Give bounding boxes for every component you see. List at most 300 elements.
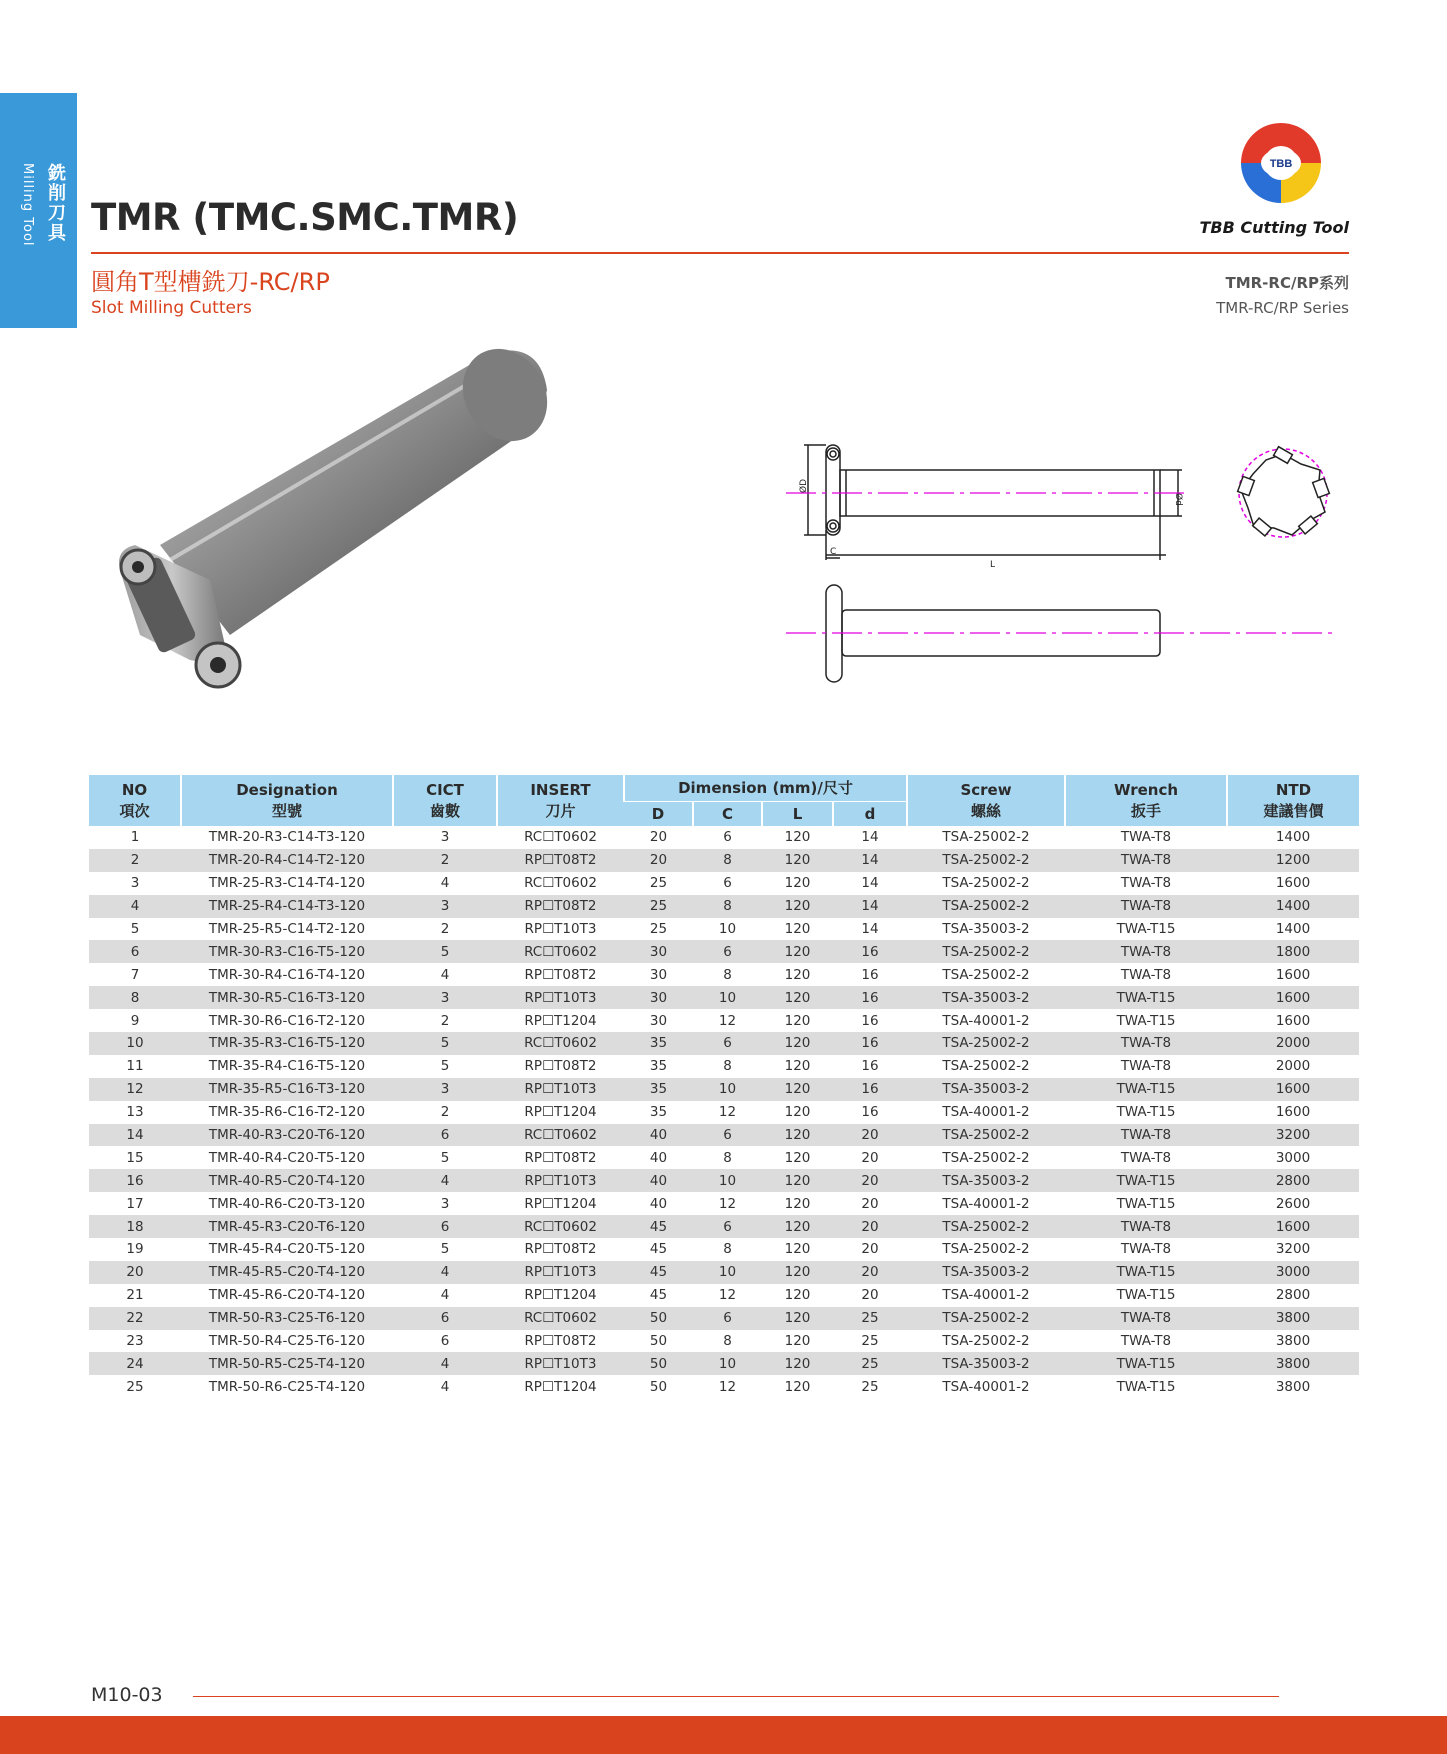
cell-dim-d: 16 bbox=[833, 1078, 907, 1101]
header-screw-zh: 螺絲 bbox=[970, 801, 1001, 820]
header-insert: INSERT bbox=[530, 780, 591, 799]
cell-designation: TMR-50-R6-C25-T4-120 bbox=[208, 1378, 366, 1395]
cell-dim-C: 12 bbox=[718, 1378, 737, 1395]
cell-no: 25 bbox=[126, 1378, 144, 1395]
cell-designation: TMR-40-R5-C20-T4-120 bbox=[181, 1169, 393, 1192]
cell-wrench: TWA-T8 bbox=[1120, 1241, 1172, 1258]
table-row bbox=[89, 1307, 1359, 1330]
cell-cict: 4 bbox=[440, 966, 450, 983]
cell-cict: 2 bbox=[440, 1104, 450, 1121]
cell-ntd: 1400 bbox=[1227, 895, 1359, 918]
cell-cict: 3 bbox=[393, 986, 497, 1009]
cell-dim-D: 30 bbox=[649, 1012, 668, 1029]
cell-screw: TSA-25002-2 bbox=[942, 966, 1030, 983]
cell-screw: TSA-40001-2 bbox=[942, 1104, 1030, 1121]
cell-insert: RP☐T08T2 bbox=[497, 849, 624, 872]
cell-ntd: 1600 bbox=[1275, 875, 1311, 892]
cell-dim-d: 16 bbox=[861, 966, 879, 983]
cell-dim-L: 120 bbox=[784, 1333, 811, 1350]
cell-dim-d: 20 bbox=[861, 1241, 879, 1258]
cell-dim-L: 120 bbox=[762, 1124, 833, 1147]
cell-insert: RC☐T0602 bbox=[497, 1032, 624, 1055]
cell-wrench: TWA-T8 bbox=[1065, 1124, 1227, 1147]
cell-no: 23 bbox=[126, 1333, 144, 1350]
label-shank-diameter: Ød bbox=[1173, 493, 1183, 506]
table-row bbox=[89, 895, 1359, 918]
cell-dim-C: 12 bbox=[718, 1104, 737, 1121]
cell-ntd: 3200 bbox=[1275, 1241, 1311, 1258]
side-tab-label-en: Milling Tool bbox=[20, 163, 35, 247]
cell-screw: TSA-35003-2 bbox=[907, 1261, 1065, 1284]
cell-insert: RP☐T08T2 bbox=[524, 966, 597, 983]
cell-no: 18 bbox=[89, 1215, 181, 1238]
table-row bbox=[89, 1009, 1359, 1032]
cell-insert: RC☐T0602 bbox=[524, 875, 597, 892]
cell-designation: TMR-35-R3-C16-T5-120 bbox=[181, 1032, 393, 1055]
cell-dim-D: 50 bbox=[624, 1352, 693, 1375]
cell-designation: TMR-45-R5-C20-T4-120 bbox=[181, 1261, 393, 1284]
cell-insert: RC☐T0602 bbox=[497, 1307, 624, 1330]
cell-wrench: TWA-T8 bbox=[1065, 849, 1227, 872]
cell-no: 24 bbox=[89, 1352, 181, 1375]
cell-dim-D: 25 bbox=[624, 895, 693, 918]
table-row bbox=[89, 849, 1359, 872]
cell-dim-C: 12 bbox=[718, 1195, 737, 1212]
col-header-designation bbox=[181, 775, 393, 826]
cell-dim-d: 14 bbox=[861, 875, 879, 892]
cell-screw: TSA-25002-2 bbox=[942, 1241, 1030, 1258]
cell-wrench: TWA-T15 bbox=[1065, 986, 1227, 1009]
cell-dim-C: 10 bbox=[693, 1169, 762, 1192]
cell-no: 14 bbox=[89, 1124, 181, 1147]
table-row bbox=[89, 1330, 1359, 1353]
cell-wrench: TWA-T8 bbox=[1065, 895, 1227, 918]
page-title: TMR (TMC.SMC.TMR) bbox=[91, 196, 519, 239]
cell-cict: 3 bbox=[393, 1078, 497, 1101]
table-row bbox=[89, 1032, 1359, 1055]
table-row bbox=[89, 1215, 1359, 1238]
cell-wrench: TWA-T15 bbox=[1065, 1352, 1227, 1375]
cell-no: 1 bbox=[130, 829, 140, 846]
cell-insert: RP☐T10T3 bbox=[497, 1352, 624, 1375]
cell-dim-d: 14 bbox=[861, 829, 879, 846]
cell-insert: RP☐T1204 bbox=[524, 1287, 597, 1304]
cell-dim-D: 40 bbox=[649, 1149, 668, 1166]
cell-dim-D: 30 bbox=[649, 966, 668, 983]
cell-dim-D: 50 bbox=[649, 1333, 668, 1350]
cell-screw: TSA-25002-2 bbox=[942, 1058, 1030, 1075]
cell-designation: TMR-40-R4-C20-T5-120 bbox=[208, 1149, 366, 1166]
cell-dim-D: 30 bbox=[624, 940, 693, 963]
cell-designation: TMR-50-R3-C25-T6-120 bbox=[181, 1307, 393, 1330]
cell-dim-d: 25 bbox=[861, 1378, 879, 1395]
cell-dim-L: 120 bbox=[784, 1012, 811, 1029]
cell-designation: TMR-50-R4-C25-T6-120 bbox=[208, 1333, 366, 1350]
cell-screw: TSA-25002-2 bbox=[907, 849, 1065, 872]
cell-dim-d: 16 bbox=[861, 1104, 879, 1121]
cell-wrench: TWA-T8 bbox=[1120, 966, 1172, 983]
cell-designation: TMR-30-R3-C16-T5-120 bbox=[181, 940, 393, 963]
cell-wrench: TWA-T8 bbox=[1120, 875, 1172, 892]
cell-screw: TSA-25002-2 bbox=[907, 1032, 1065, 1055]
cell-cict: 6 bbox=[393, 1307, 497, 1330]
cell-insert: RC☐T0602 bbox=[497, 1215, 624, 1238]
cell-cict: 6 bbox=[393, 1215, 497, 1238]
cell-cict: 5 bbox=[393, 940, 497, 963]
cell-no: 19 bbox=[126, 1241, 144, 1258]
table-row bbox=[89, 1375, 1359, 1398]
cell-no: 16 bbox=[89, 1169, 181, 1192]
cell-dim-C: 10 bbox=[693, 1352, 762, 1375]
cell-insert: RP☐T08T2 bbox=[524, 1058, 597, 1075]
cell-cict: 5 bbox=[440, 1149, 450, 1166]
cell-dim-d: 16 bbox=[833, 1032, 907, 1055]
cell-cict: 6 bbox=[440, 1333, 450, 1350]
series-label-zh: TMR-RC/RP系列 bbox=[1225, 274, 1349, 292]
footer-divider bbox=[193, 1696, 1279, 1697]
cell-insert: RC☐T0602 bbox=[524, 829, 597, 846]
cell-wrench: TWA-T8 bbox=[1065, 940, 1227, 963]
cell-wrench: TWA-T8 bbox=[1065, 1032, 1227, 1055]
cell-insert: RP☐T10T3 bbox=[497, 986, 624, 1009]
cell-designation: TMR-40-R6-C20-T3-120 bbox=[208, 1195, 366, 1212]
cell-screw: TSA-40001-2 bbox=[942, 1012, 1030, 1029]
cell-no: 22 bbox=[89, 1307, 181, 1330]
cell-dim-L: 120 bbox=[762, 1352, 833, 1375]
cell-insert: RP☐T10T3 bbox=[497, 1169, 624, 1192]
cell-dim-D: 40 bbox=[624, 1124, 693, 1147]
cell-ntd: 2800 bbox=[1275, 1287, 1311, 1304]
cell-dim-D: 20 bbox=[649, 829, 668, 846]
cell-no: 15 bbox=[126, 1149, 144, 1166]
cell-ntd: 2000 bbox=[1227, 1032, 1359, 1055]
cell-no: 3 bbox=[130, 875, 140, 892]
cell-dim-L: 120 bbox=[784, 1378, 811, 1395]
cell-dim-C: 8 bbox=[723, 1149, 732, 1166]
page-number: M10-03 bbox=[91, 1684, 163, 1706]
col-header-ntd bbox=[1227, 775, 1359, 826]
cell-designation: TMR-30-R6-C16-T2-120 bbox=[208, 1012, 366, 1029]
cell-dim-d: 14 bbox=[833, 849, 907, 872]
header-insert-zh: 刀片 bbox=[545, 801, 576, 820]
cell-no: 2 bbox=[89, 849, 181, 872]
cell-wrench: TWA-T8 bbox=[1120, 829, 1172, 846]
cell-dim-d: 25 bbox=[833, 1307, 907, 1330]
cell-dim-D: 50 bbox=[624, 1307, 693, 1330]
cell-dim-C: 6 bbox=[693, 1215, 762, 1238]
cell-screw: TSA-35003-2 bbox=[907, 986, 1065, 1009]
cell-insert: RP☐T1204 bbox=[524, 1378, 597, 1395]
table-row bbox=[89, 826, 1359, 849]
cell-cict: 2 bbox=[440, 1012, 450, 1029]
header-ntd: NTD bbox=[1275, 780, 1312, 799]
cell-ntd: 1600 bbox=[1227, 1215, 1359, 1238]
cell-cict: 5 bbox=[440, 1241, 450, 1258]
cell-ntd: 1800 bbox=[1227, 940, 1359, 963]
cell-dim-C: 8 bbox=[723, 1058, 732, 1075]
technical-drawing bbox=[780, 430, 1340, 690]
cell-dim-C: 6 bbox=[723, 829, 732, 846]
cell-dim-L: 120 bbox=[762, 1215, 833, 1238]
cell-dim-d: 20 bbox=[833, 1169, 907, 1192]
table-row bbox=[89, 1261, 1359, 1284]
cell-screw: TSA-35003-2 bbox=[942, 921, 1030, 937]
cell-ntd: 3200 bbox=[1227, 1124, 1359, 1147]
cell-wrench: TWA-T8 bbox=[1065, 1307, 1227, 1330]
cell-screw: TSA-25002-2 bbox=[907, 1215, 1065, 1238]
col-header-dimension: Dimension (mm)/尺寸 bbox=[624, 775, 907, 802]
cell-insert: RP☐T08T2 bbox=[497, 895, 624, 918]
cell-insert: RP☐T08T2 bbox=[524, 1241, 597, 1258]
cell-cict: 3 bbox=[440, 1195, 450, 1212]
cell-ntd: 1600 bbox=[1227, 1078, 1359, 1101]
label-width: C bbox=[830, 547, 837, 557]
cell-dim-C: 10 bbox=[693, 1078, 762, 1101]
cell-ntd: 3800 bbox=[1227, 1352, 1359, 1375]
cell-dim-C: 10 bbox=[693, 986, 762, 1009]
cell-insert: RP☐T08T2 bbox=[524, 1149, 597, 1166]
label-outer-diameter: ØD bbox=[799, 478, 809, 493]
cell-dim-L: 120 bbox=[784, 829, 811, 846]
logo-text: TBB Cutting Tool bbox=[1199, 218, 1349, 237]
cell-dim-D: 35 bbox=[624, 1078, 693, 1101]
cell-insert: RP☐T1204 bbox=[524, 1104, 597, 1121]
cell-dim-C: 6 bbox=[723, 875, 732, 892]
cell-cict: 4 bbox=[393, 1169, 497, 1192]
cell-screw: TSA-40001-2 bbox=[942, 1195, 1030, 1212]
cell-dim-d: 14 bbox=[861, 921, 879, 937]
cell-dim-C: 8 bbox=[693, 849, 762, 872]
cell-no: 5 bbox=[130, 921, 140, 937]
cell-ntd: 1600 bbox=[1275, 1104, 1311, 1121]
cell-dim-L: 120 bbox=[784, 1195, 811, 1212]
cell-screw: TSA-25002-2 bbox=[942, 1333, 1030, 1350]
col-header-dim-L: L bbox=[762, 802, 833, 827]
cell-screw: TSA-25002-2 bbox=[942, 875, 1030, 892]
cell-wrench: TWA-T8 bbox=[1120, 1149, 1172, 1166]
col-header-dim-D: D bbox=[624, 802, 693, 827]
cell-dim-L: 120 bbox=[762, 1169, 833, 1192]
cell-ntd: 2000 bbox=[1275, 1058, 1311, 1075]
cell-ntd: 1400 bbox=[1275, 829, 1311, 846]
cell-wrench: TWA-T15 bbox=[1116, 1378, 1176, 1395]
cell-wrench: TWA-T8 bbox=[1120, 1333, 1172, 1350]
spec-table-body bbox=[89, 826, 1359, 1398]
cell-screw: TSA-25002-2 bbox=[907, 1124, 1065, 1147]
cell-screw: TSA-35003-2 bbox=[907, 1169, 1065, 1192]
cell-no: 17 bbox=[126, 1195, 144, 1212]
title-divider bbox=[91, 252, 1349, 254]
header-wrench: Wrench bbox=[1113, 780, 1179, 799]
cell-no: 21 bbox=[126, 1287, 144, 1304]
cell-cict: 4 bbox=[440, 1287, 450, 1304]
cell-insert: RP☐T10T3 bbox=[524, 921, 597, 937]
cell-dim-d: 20 bbox=[833, 1124, 907, 1147]
cell-dim-d: 16 bbox=[833, 940, 907, 963]
cell-wrench: TWA-T15 bbox=[1065, 1169, 1227, 1192]
cell-dim-D: 45 bbox=[624, 1261, 693, 1284]
cell-dim-d: 16 bbox=[861, 1058, 879, 1075]
cell-no: 10 bbox=[89, 1032, 181, 1055]
header-no: NO bbox=[121, 780, 148, 799]
cell-dim-L: 120 bbox=[762, 940, 833, 963]
cell-cict: 3 bbox=[393, 895, 497, 918]
cell-screw: TSA-25002-2 bbox=[942, 1149, 1030, 1166]
cell-cict: 3 bbox=[440, 829, 450, 846]
table-row bbox=[89, 1352, 1359, 1375]
cell-dim-L: 120 bbox=[784, 966, 811, 983]
cell-wrench: TWA-T15 bbox=[1116, 1012, 1176, 1029]
cell-designation: TMR-25-R4-C14-T3-120 bbox=[181, 895, 393, 918]
cell-cict: 2 bbox=[440, 921, 450, 937]
cell-cict: 4 bbox=[440, 875, 450, 892]
cell-ntd: 1600 bbox=[1275, 1012, 1311, 1029]
cell-dim-D: 40 bbox=[649, 1195, 668, 1212]
cell-designation: TMR-35-R6-C16-T2-120 bbox=[208, 1104, 366, 1121]
table-row bbox=[89, 1284, 1359, 1307]
cell-no: 20 bbox=[89, 1261, 181, 1284]
cell-dim-L: 120 bbox=[762, 1261, 833, 1284]
col-header-wrench bbox=[1065, 775, 1227, 826]
cell-screw: TSA-25002-2 bbox=[907, 895, 1065, 918]
col-header-screw bbox=[907, 775, 1065, 826]
cell-ntd: 1400 bbox=[1275, 921, 1311, 937]
cell-no: 7 bbox=[130, 966, 140, 983]
col-header-insert bbox=[497, 775, 624, 826]
table-row bbox=[89, 1055, 1359, 1078]
cell-dim-C: 10 bbox=[718, 921, 737, 937]
cell-dim-d: 14 bbox=[833, 895, 907, 918]
cell-ntd: 3800 bbox=[1275, 1333, 1311, 1350]
cell-insert: RC☐T0602 bbox=[497, 1124, 624, 1147]
cell-dim-C: 8 bbox=[723, 966, 732, 983]
cell-dim-D: 40 bbox=[624, 1169, 693, 1192]
cell-dim-D: 35 bbox=[624, 1032, 693, 1055]
header-ntd-zh: 建議售價 bbox=[1263, 801, 1324, 820]
table-row bbox=[89, 918, 1359, 941]
header-designation: Designation bbox=[236, 780, 338, 799]
cell-cict: 5 bbox=[440, 1058, 450, 1075]
cell-dim-D: 45 bbox=[649, 1287, 668, 1304]
section-side-tab[interactable] bbox=[0, 93, 77, 328]
cell-no: 13 bbox=[126, 1104, 144, 1121]
cell-no: 6 bbox=[89, 940, 181, 963]
subtitle-zh: 圓角T型槽銑刀-RC/RP bbox=[91, 268, 330, 296]
cell-dim-D: 20 bbox=[624, 849, 693, 872]
cell-dim-d: 20 bbox=[861, 1149, 879, 1166]
table-row bbox=[89, 1146, 1359, 1169]
table-row bbox=[89, 1078, 1359, 1101]
col-header-dim-C: C bbox=[693, 802, 762, 827]
cell-cict: 4 bbox=[393, 1261, 497, 1284]
header-cict: CICT bbox=[426, 780, 464, 799]
table-row bbox=[89, 1192, 1359, 1215]
cell-screw: TSA-35003-2 bbox=[907, 1078, 1065, 1101]
cell-dim-L: 120 bbox=[784, 1149, 811, 1166]
cell-dim-d: 25 bbox=[833, 1352, 907, 1375]
cell-dim-D: 45 bbox=[624, 1215, 693, 1238]
cell-screw: TSA-35003-2 bbox=[907, 1352, 1065, 1375]
cell-dim-L: 120 bbox=[784, 921, 811, 937]
cell-screw: TSA-25002-2 bbox=[907, 940, 1065, 963]
cell-designation: TMR-25-R5-C14-T2-120 bbox=[208, 921, 366, 937]
cell-dim-D: 45 bbox=[649, 1241, 668, 1258]
cell-dim-L: 120 bbox=[784, 1241, 811, 1258]
cell-dim-C: 6 bbox=[693, 1307, 762, 1330]
table-row bbox=[89, 1124, 1359, 1147]
cell-screw: TSA-25002-2 bbox=[942, 829, 1030, 846]
cell-wrench: TWA-T15 bbox=[1116, 921, 1176, 937]
side-tab-label-zh: 銑削刀具 bbox=[45, 163, 66, 243]
cell-insert: RP☐T10T3 bbox=[497, 1078, 624, 1101]
cell-designation: TMR-25-R3-C14-T4-120 bbox=[208, 875, 366, 892]
cell-dim-C: 6 bbox=[693, 940, 762, 963]
header-designation-zh: 型號 bbox=[271, 801, 302, 820]
cell-no: 12 bbox=[89, 1078, 181, 1101]
col-header-dim-d: d bbox=[833, 802, 907, 827]
spec-table bbox=[89, 775, 1359, 1398]
cell-dim-d: 20 bbox=[861, 1195, 879, 1212]
cell-no: 9 bbox=[130, 1012, 140, 1029]
cell-dim-L: 120 bbox=[784, 1058, 811, 1075]
cell-ntd: 1600 bbox=[1275, 966, 1311, 983]
cell-dim-L: 120 bbox=[762, 1307, 833, 1330]
cell-insert: RC☐T0602 bbox=[497, 940, 624, 963]
cell-designation: TMR-50-R5-C25-T4-120 bbox=[181, 1352, 393, 1375]
cell-dim-D: 30 bbox=[624, 986, 693, 1009]
cell-wrench: TWA-T15 bbox=[1065, 1078, 1227, 1101]
cell-insert: RP☐T10T3 bbox=[497, 1261, 624, 1284]
table-row bbox=[89, 963, 1359, 986]
cell-dim-L: 120 bbox=[784, 1287, 811, 1304]
cell-designation: TMR-45-R6-C20-T4-120 bbox=[208, 1287, 366, 1304]
cell-insert: RP☐T1204 bbox=[524, 1012, 597, 1029]
cell-ntd: 3000 bbox=[1275, 1149, 1311, 1166]
cell-cict: 5 bbox=[393, 1032, 497, 1055]
tbb-logo-icon bbox=[1236, 118, 1326, 208]
header-cict-zh: 齒數 bbox=[429, 801, 460, 820]
cell-dim-L: 120 bbox=[762, 1078, 833, 1101]
cell-dim-C: 8 bbox=[723, 1333, 732, 1350]
table-row bbox=[89, 986, 1359, 1009]
header-no-zh: 項次 bbox=[119, 801, 150, 820]
cell-screw: TSA-40001-2 bbox=[942, 1287, 1030, 1304]
cell-wrench: TWA-T8 bbox=[1120, 1058, 1172, 1075]
cell-dim-d: 20 bbox=[833, 1261, 907, 1284]
cell-designation: TMR-45-R3-C20-T6-120 bbox=[181, 1215, 393, 1238]
cell-dim-C: 6 bbox=[693, 1032, 762, 1055]
cell-ntd: 3800 bbox=[1275, 1378, 1311, 1395]
col-header-no bbox=[89, 775, 181, 826]
table-row bbox=[89, 940, 1359, 963]
cell-ntd: 3000 bbox=[1227, 1261, 1359, 1284]
cell-dim-L: 120 bbox=[762, 1032, 833, 1055]
cell-dim-d: 20 bbox=[833, 1215, 907, 1238]
cell-cict: 6 bbox=[393, 1124, 497, 1147]
cell-cict: 4 bbox=[393, 1352, 497, 1375]
cell-designation: TMR-30-R5-C16-T3-120 bbox=[181, 986, 393, 1009]
cell-designation: TMR-35-R4-C16-T5-120 bbox=[208, 1058, 366, 1075]
subtitle-en: Slot Milling Cutters bbox=[91, 298, 252, 318]
footer-bar bbox=[0, 1716, 1447, 1754]
cell-dim-D: 50 bbox=[649, 1378, 668, 1395]
cell-ntd: 2600 bbox=[1275, 1195, 1311, 1212]
cell-dim-L: 120 bbox=[784, 1104, 811, 1121]
table-row bbox=[89, 1238, 1359, 1261]
cell-designation: TMR-35-R5-C16-T3-120 bbox=[181, 1078, 393, 1101]
cell-designation: TMR-45-R4-C20-T5-120 bbox=[208, 1241, 366, 1258]
cell-ntd: 1600 bbox=[1227, 986, 1359, 1009]
